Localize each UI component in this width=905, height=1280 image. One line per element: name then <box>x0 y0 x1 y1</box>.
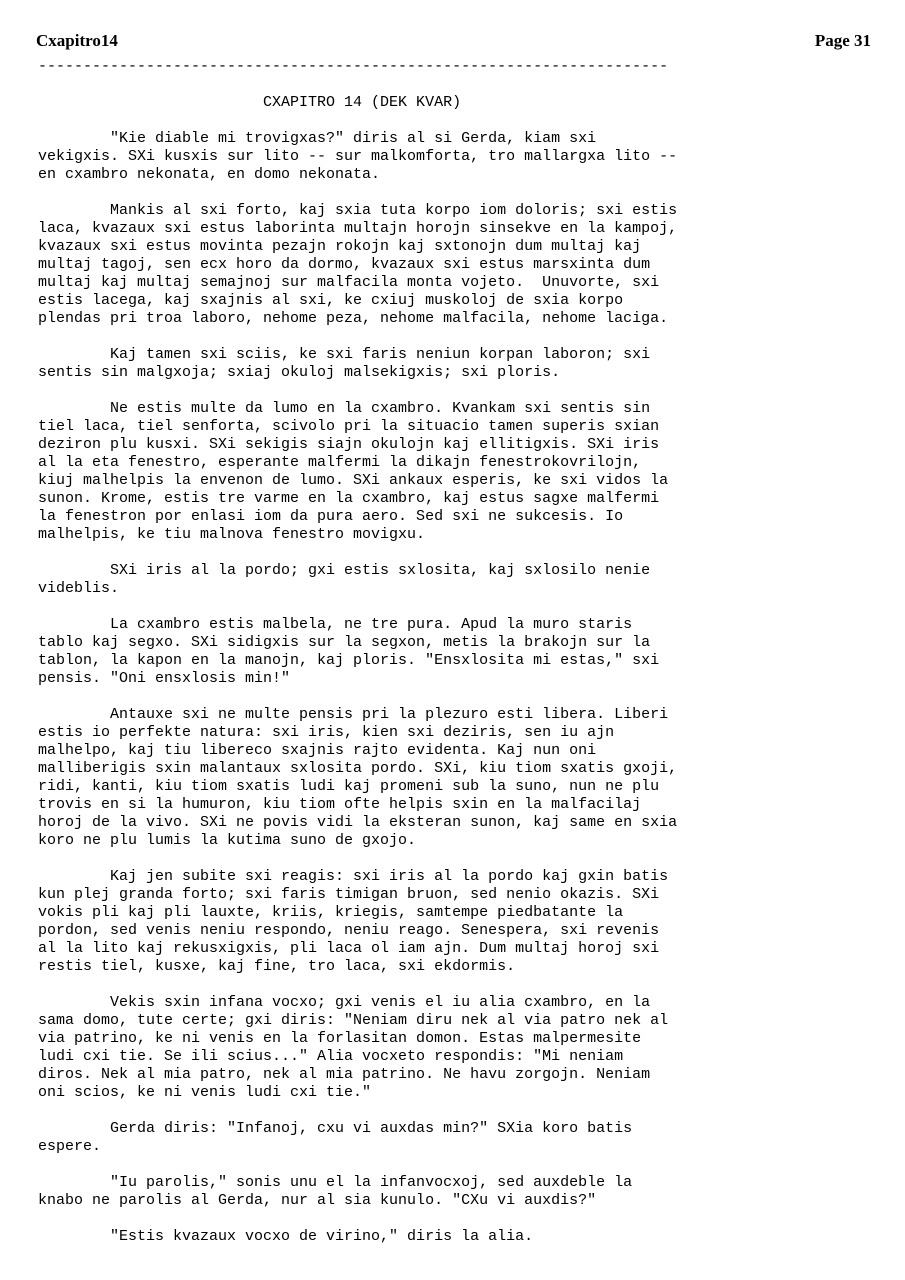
chapter-header: Cxapitro14 <box>36 31 118 50</box>
chapter-body-text: CXAPITRO 14 (DEK KVAR) "Kie diable mi trovigxas?" diris al si Gerda, kiam sxi vekigxis. SXi kusxis sur lito -- sur malkomforta, tro mallargxa lito -- en cxambro nekonata, en domo nekonata. Mankis al sxi forto, kaj sxia tuta korpo iom doloris; sxi estis laca, kvazaux sxi estus laborinta multajn horojn sinsekve en la kampoj, kvazaux sxi estus movinta pezajn rokojn kaj sxtonojn dum multaj kaj multaj tagoj, sen ecx horo da dormo, kvazaux sxi estus marsxinta dum multaj kaj multaj semajnoj sur malfacila monta vojeto. Unuvorte, sxi estis lacega, kaj sxajnis al sxi, ke cxiuj muskoloj de sxia korpo plendas pri troa laboro, nehome peza, nehome malfacila, nehome laciga. Kaj tamen sxi sciis, ke sxi faris neniun korpan laboron; sxi sentis sin malgxoja; sxiaj okuloj malsekigxis; sxi ploris. Ne estis multe da lumo en la cxambro. Kvankam sxi sentis sin tiel laca, tiel senforta, scivolo pri la situacio tamen superis sxian deziron plu kusxi. SXi sekigis siajn okulojn kaj ellitigxis. SXi iris al la eta fenestro, esperante malfermi la dikajn fenestrokovrilojn, kiuj malhelpis la envenon de lumo. SXi ankaux esperis, ke sxi vidos la sunon. Krome, estis tre varme en la cxambro, kaj estus sagxe malfermi la fenestron por enlasi iom da pura aero. Sed sxi ne sukcesis. Io malhelpis, ke tiu malnova fenestro movigxu. SXi iris al la pordo; gxi estis sxlosita, kaj sxlosilo nenie videblis. La cxambro estis malbela, ne tre pura. Apud la muro staris tablo kaj segxo. SXi sidigxis sur la segxon, metis la brakojn sur la tablon, la kapon en la manojn, kaj ploris. "Ensxlosita mi estas," sxi pensis. "Oni ensxlosis min!" Antauxe sxi ne multe pensis pri la plezuro esti libera. Liberi estis io perfekte natura: sxi iris, kien sxi deziris, sen iu ajn malhelpo, kaj tiu libereco sxajnis rajto evidenta. Kaj nun oni malliberigis sxin malantaux sxlosita pordo. SXi, kiu tiom sxatis gxoji, ridi, kanti, kiu tiom sxatis ludi kaj promeni sub la suno, nun ne plu trovis en si la humuron, kiu tiom ofte helpis sxin en la malfacilaj horoj de la vivo. SXi ne povis vidi la eksteran sunon, kaj same en sxia koro ne plu lumis la kutima suno de gxojo. Kaj jen subite sxi reagis: sxi iris al la pordo kaj gxin batis kun plej granda forto; sxi faris timigan bruon, sed nenio okazis. SXi vokis pli kaj pli lauxte, kriis, kriegis, samtempe piedbatante la pordon, sed venis neniu respondo, neniu reago. Senespera, sxi revenis al la lito kaj rekusxigxis, pli laca ol iam ajn. Dum multaj horoj sxi restis tiel, kusxe, kaj fine, tro laca, sxi ekdormis. Vekis sxin infana vocxo; gxi venis el iu alia cxambro, en la sama domo, tute certe; gxi diris: "Neniam diru nek al via patro nek al via patrino, ke ni venis en la forlasitan domon. Estas malpermesite ludi cxi tie. Se ili scius..." Alia vocxeto respondis: "Mi neniam diros. Nek al mia patro, nek al mia patrino. Ne havu zorgojn. Neniam oni scios, ke ni venis ludi cxi tie." Gerda diris: "Infanoj, cxu vi auxdas min?" SXia koro batis espere. "Iu parolis," sonis unu el la infanvocxoj, sed auxdeble la knabo ne parolis al Gerda, nur al sia kunulo. "CXu vi auxdis?" "Estis kvazaux vocxo de virino," diris la alia. <box>38 94 678 1245</box>
page-number: Page 31 <box>814 31 871 50</box>
header-rule: ---------------------------------------------------------------------- <box>38 58 669 75</box>
